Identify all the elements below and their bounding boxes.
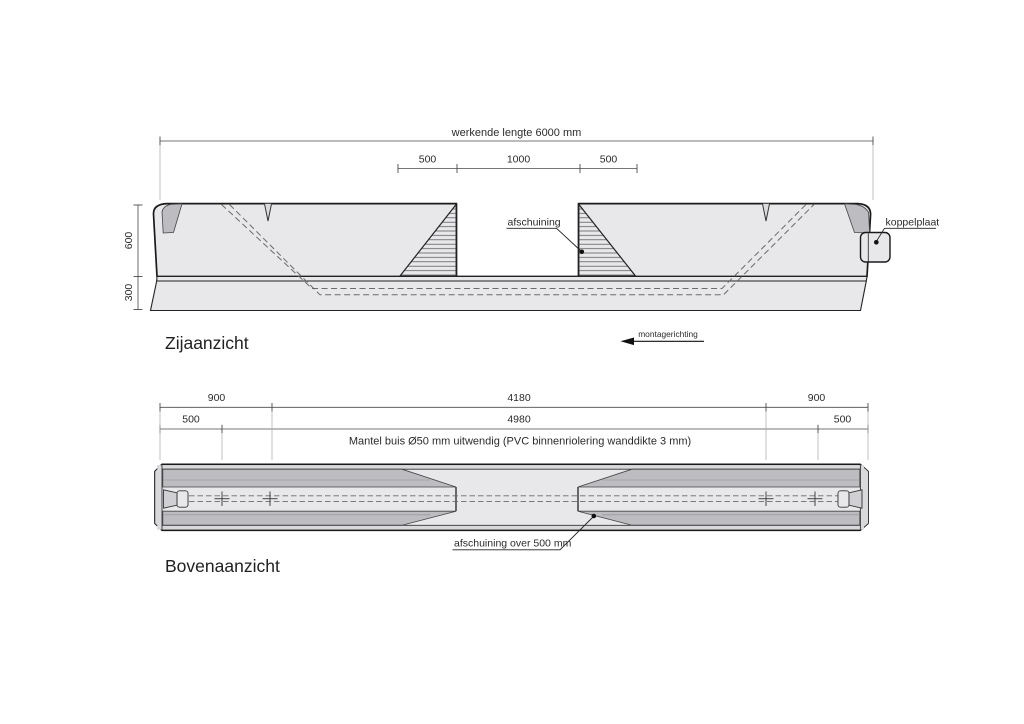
dim-4180: 4180 <box>507 392 531 404</box>
dim-row-outer <box>160 392 868 412</box>
dim-900-right: 900 <box>807 392 826 404</box>
edge-strip-top <box>157 465 864 469</box>
afschuining-label: afschuining <box>507 216 561 229</box>
leader-dot <box>592 514 597 519</box>
seg-dim-right: 500 <box>599 153 618 166</box>
side-upper-body <box>153 204 870 277</box>
end-face-left <box>155 465 162 530</box>
montagerichting-label: montagerichting <box>638 329 698 339</box>
montage-direction <box>621 329 705 345</box>
seg-dim-left: 500 <box>418 153 437 166</box>
top-view <box>155 392 868 576</box>
leader-dot <box>874 240 879 245</box>
side-junction-band <box>157 277 867 282</box>
koppelplaat-label: koppelplaat <box>885 216 940 229</box>
total-length-label: werkende lengte 6000 mm <box>451 127 582 139</box>
side-view-title: Zijaanzicht <box>165 333 249 353</box>
seg-dim-middle: 1000 <box>506 153 531 166</box>
dim-segments <box>398 154 637 174</box>
pipe-note: Mantel buis Ø50 mm uitwendig (PVC binnenriolering wanddikte 3 mm) <box>348 435 692 448</box>
koppelplaat-bracket-left <box>164 490 189 508</box>
koppelplaat-plate <box>861 233 891 263</box>
arrow-left-icon <box>621 338 635 346</box>
edge-strip-bottom <box>157 525 864 529</box>
height-dim-300: 300 <box>123 283 135 302</box>
height-dim-600: 600 <box>123 231 135 250</box>
dim-heights <box>123 205 143 310</box>
dim-500-left: 500 <box>182 413 200 426</box>
dim-500-right: 500 <box>833 413 852 426</box>
leader-dot <box>580 250 585 255</box>
callout-afschuining <box>507 217 585 255</box>
dim-900-left: 900 <box>207 392 226 404</box>
chamfer-note-label: afschuining over 500 mm <box>454 537 572 550</box>
koppelplaat-bracket-right <box>838 490 862 508</box>
side-lower-body <box>151 281 867 311</box>
side-view <box>123 127 939 353</box>
top-view-title: Bovenaanzicht <box>165 556 280 576</box>
dim-4980: 4980 <box>507 413 531 426</box>
dim-row-inner <box>160 414 868 434</box>
